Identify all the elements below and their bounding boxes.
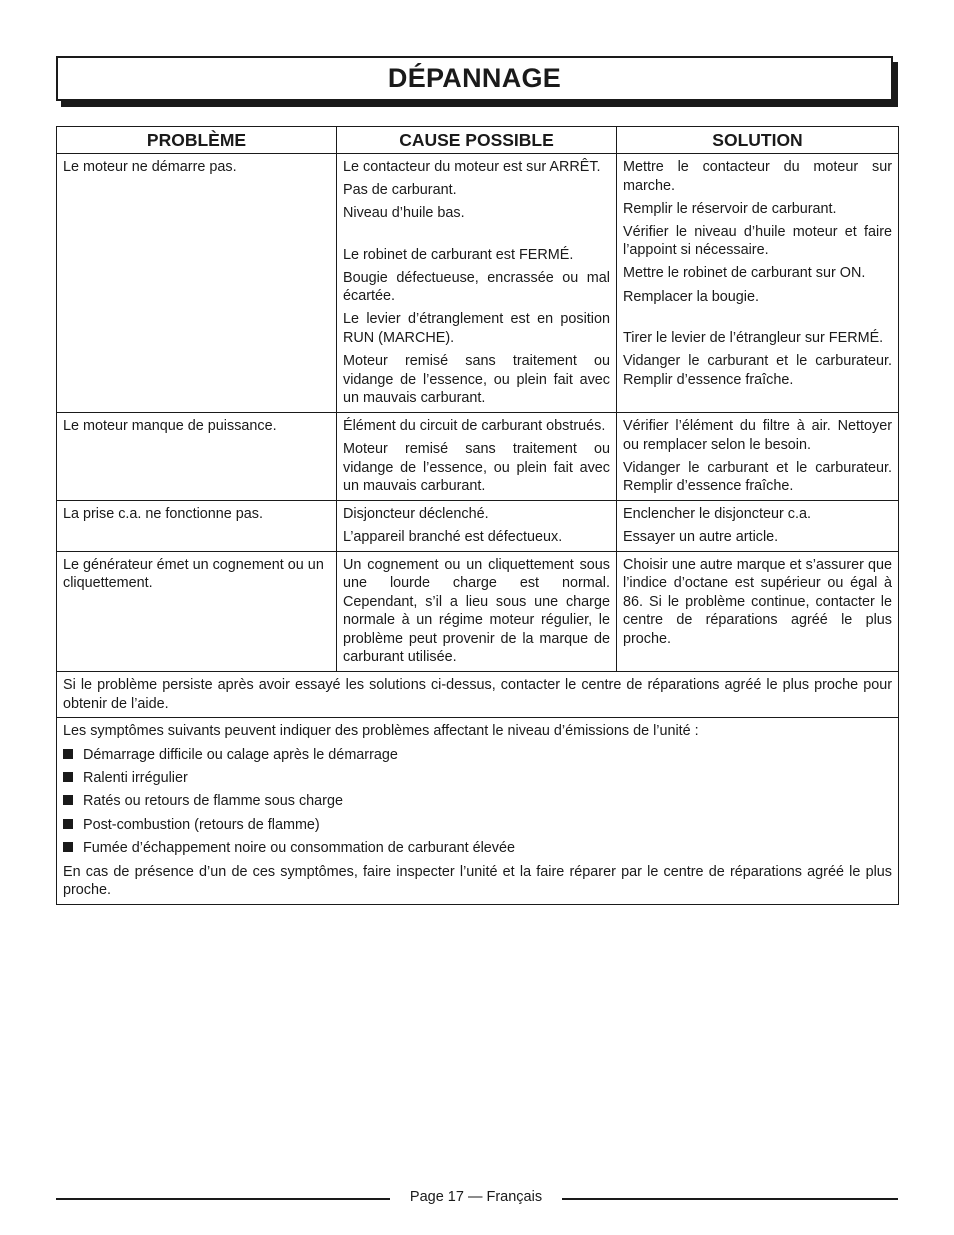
troubleshooting-table [56,126,899,905]
cause-item: Moteur remisé sans traitement ou vidange de l’essence, ou plein fait avec un mauvais carburant. [343,353,610,407]
solution-item: Vidanger le carburant et le carburateur. Remplir d’essence fraîche. [623,353,892,388]
cause-cell [337,412,617,500]
persist-note: Si le problème persiste après avoir essayé les solutions ci-dessus, contacter le centre de réparations agréé le plus proche pour obtenir de l’aide. [63,677,892,712]
problem-cell [57,154,337,413]
title-box [56,56,893,101]
footer-rule-left [56,1198,390,1200]
cause-item: Disjoncteur déclenché. [343,505,489,522]
table-row [57,500,899,551]
solution-item: Remplir le réservoir de carburant. [623,200,837,217]
persist-row [57,672,899,718]
solution-item: Vidanger le carburant et le carburateur. Remplir d’essence fraîche. [623,459,892,495]
header-problem: PROBLÈME [57,127,337,154]
cause-cell [337,500,617,551]
emissions-item: Démarrage difficile ou calage après le démarrage [83,746,398,763]
table-row [57,412,899,500]
solution-cell [617,551,899,672]
problem-cell [57,412,337,500]
solution-item: Remplacer la bougie. [623,288,759,305]
list-item [63,816,892,835]
cause-item: Le contacteur du moteur est sur ARRÊT. [343,159,601,175]
list-item [63,769,892,788]
square-bullet-icon [63,819,73,829]
footer-text: Page 17 — Français [409,1189,543,1205]
cause-cell [337,551,617,672]
persist-cell [57,672,899,718]
cause-item: Élément du circuit de carburant obstrués. [343,417,606,434]
square-bullet-icon [63,772,73,782]
cause-item: Le levier d’étranglement est en position RUN (MARCHE). [343,311,610,347]
square-bullet-icon [63,795,73,805]
solution-cell [617,500,899,551]
solution-item: Mettre le contacteur du moteur sur marche. [623,159,892,194]
problem-cell [57,551,337,672]
page-footer [56,1189,898,1209]
cause-item: Moteur remisé sans traitement ou vidange de l’essence, ou plein fait avec un mauvais carburant. [343,441,610,495]
list-item [63,746,892,765]
solution-item: Tirer le levier de l’étrangleur sur FERMÉ. [623,330,884,347]
list-item [63,792,892,811]
list-item [63,839,892,858]
cause-item: Bougie défectueuse, encrassée ou mal écartée. [343,269,610,305]
page-title: DÉPANNAGE [387,63,562,93]
problem-text: Le moteur manque de puissance. [63,417,277,434]
problem-text: Le générateur émet un cognement ou un cliquettement. [63,556,324,592]
problem-cell [57,500,337,551]
solution-item: Vérifier l’élément du filtre à air. Nettoyer ou remplacer selon le besoin. [623,417,892,453]
solution-item: Mettre le robinet de carburant sur ON. [623,265,866,282]
cause-item: Un cognement ou un cliquettement sous une lourde charge est normal. Cependant, s’il a lieu sous une charge normale à un régime moteur régulier, le problème peut provenir de la marque de carburant utilisée. [343,556,610,666]
square-bullet-icon [63,749,73,759]
solution-item: Vérifier le niveau d’huile moteur et faire l’appoint si nécessaire. [623,223,892,259]
table-row [57,551,899,672]
emissions-row [57,718,899,905]
table-row [57,154,899,413]
emissions-item: Ratés ou retours de flamme sous charge [83,793,343,810]
cause-item: L’appareil branché est défectueux. [343,528,563,545]
header-cause: CAUSE POSSIBLE [337,127,617,154]
square-bullet-icon [63,842,73,852]
cause-item: Le robinet de carburant est FERMÉ. [343,246,574,263]
problem-text: Le moteur ne démarre pas. [63,159,237,175]
emissions-outro: En cas de présence d’un de ces symptômes, faire inspecter l’unité et la faire réparer par le centre de réparations agréé le plus proche. [63,863,892,899]
emissions-item: Post-combustion (retours de flamme) [83,816,320,833]
solution-item: Enclencher le disjoncteur c.a. [623,505,811,522]
emissions-intro: Les symptômes suivants peuvent indiquer des problèmes affectant le niveau d’émissions de l’unité : [63,723,699,740]
emissions-item: Fumée d’échappement noire ou consommation de carburant élevée [83,840,515,857]
solution-item: Choisir une autre marque et s’assurer que l’indice d’octane est supérieur ou égal à 86. Si le problème continue, contacter le centre de réparations agréé le plus proche. [623,556,892,647]
header-solution: SOLUTION [617,127,899,154]
cause-cell [337,154,617,413]
cause-item: Niveau d’huile bas. [343,205,465,222]
cause-item: Pas de carburant. [343,182,457,199]
solution-cell [617,412,899,500]
header-row [57,127,899,154]
solution-cell [617,154,899,413]
emissions-item: Ralenti irrégulier [83,770,188,787]
solution-item: Essayer un autre article. [623,528,779,545]
problem-text: La prise c.a. ne fonctionne pas. [63,505,264,522]
footer-rule-right [562,1198,898,1200]
emissions-cell [57,718,899,905]
